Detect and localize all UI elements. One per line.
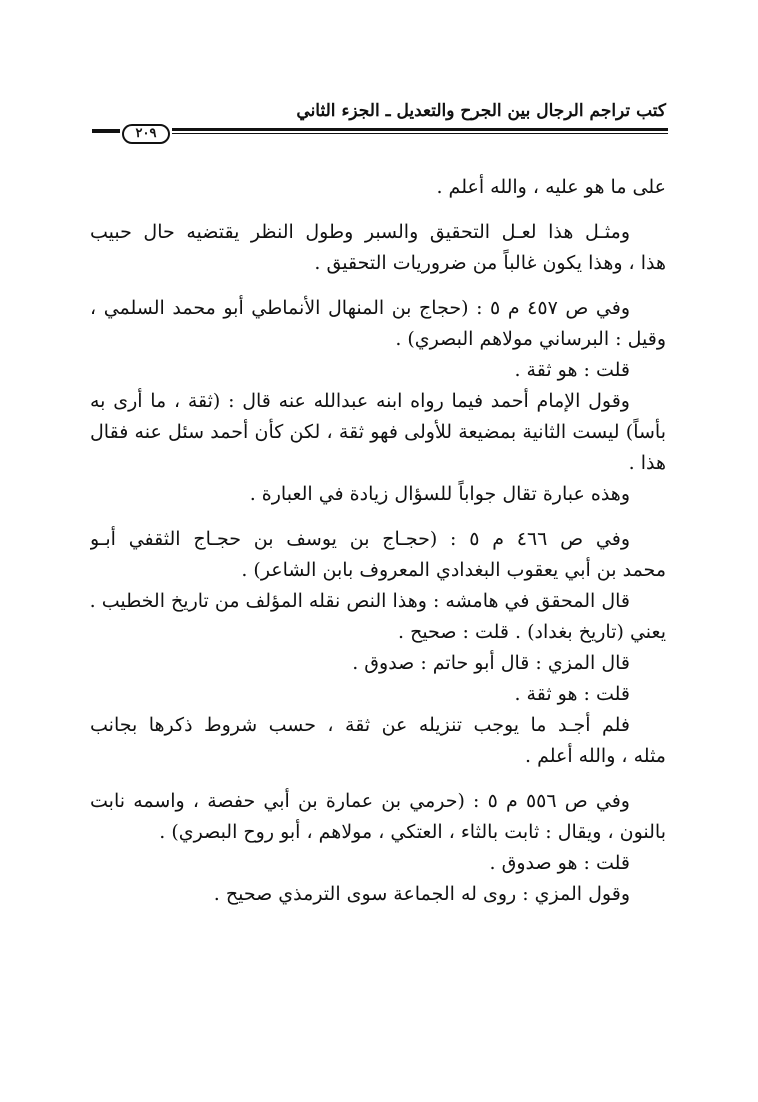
header-rule-long-thin	[172, 133, 668, 134]
text-line: وفي ص ٤٦٦ م ٥ : (حجـاج بن يوسف بن حجـاج الثقفي أبـو	[90, 528, 630, 550]
text-line: يعني (تاريخ بغداد) . قلت : صحيح .	[397, 621, 666, 643]
text-line: فلم أجـد ما يوجب تنزيله عن ثقة ، حسب شروط ذكرها بجانب	[90, 714, 630, 736]
text-line: هذا ، وهذا يكون غالباً من ضروريات التحقيق .	[314, 252, 666, 274]
text-line: وفي ص ٤٥٧ م ٥ : (حجاج بن المنهال الأنماطي أبو محمد السلمي ،	[90, 297, 630, 319]
page-number: ٢٠٩	[122, 124, 170, 144]
text-line: وهذه عبارة تقال جواباً للسؤال زيادة في العبارة .	[249, 483, 630, 505]
text-line: على ما هو عليه ، والله أعلم .	[436, 176, 666, 198]
text-line: هذا .	[628, 452, 666, 474]
text-line: قلت : هو ثقة .	[514, 683, 630, 705]
text-line: وقول المزي : روى له الجماعة سوى الترمذي صحيح .	[213, 883, 630, 905]
text-line: بالنون ، ويقال : ثابت بالثاء ، العتكي ، مولاهم ، أبو روح البصري) .	[159, 821, 666, 843]
header-rule-short	[92, 129, 120, 133]
text-line: قال المحقق في هامشه : وهذا النص نقله المؤلف من تاريخ الخطيب .	[90, 590, 630, 612]
header-rule	[92, 124, 668, 142]
text-line: وقيل : البرساني مولاهم البصري) .	[395, 328, 666, 350]
text-line: قال المزي : قال أبو حاتم : صدوق .	[352, 652, 630, 674]
running-header-title: كتب تراجم الرجال بين الجرح والتعديل ـ الجزء الثاني	[296, 101, 666, 121]
page-body	[90, 172, 666, 910]
text-line: قلت : هو صدوق .	[489, 852, 630, 874]
header-rule-long	[172, 128, 668, 131]
text-line: بأساً) ليست الثانية بمضيعة للأولى فهو ثقة ، لكن كأن أحمد سئل عنه فقال	[90, 421, 666, 443]
text-line: قلت : هو ثقة .	[514, 359, 630, 381]
text-line: ومثـل هذا لعـل التحقيق والسبر وطول النظر يقتضيه حال حبيب	[90, 221, 630, 243]
text-line: مثله ، والله أعلم .	[525, 745, 666, 767]
text-line: وفي ص ٥٥٦ م ٥ : (حرمي بن عمارة بن أبي حفصة ، واسمه نابت	[90, 790, 630, 812]
text-line: وقول الإمام أحمد فيما رواه ابنه عبدالله عنه قال : (ثقة ، ما أرى به	[90, 390, 630, 412]
text-line: محمد بن أبي يعقوب البغدادي المعروف بابن الشاعر) .	[241, 559, 666, 581]
